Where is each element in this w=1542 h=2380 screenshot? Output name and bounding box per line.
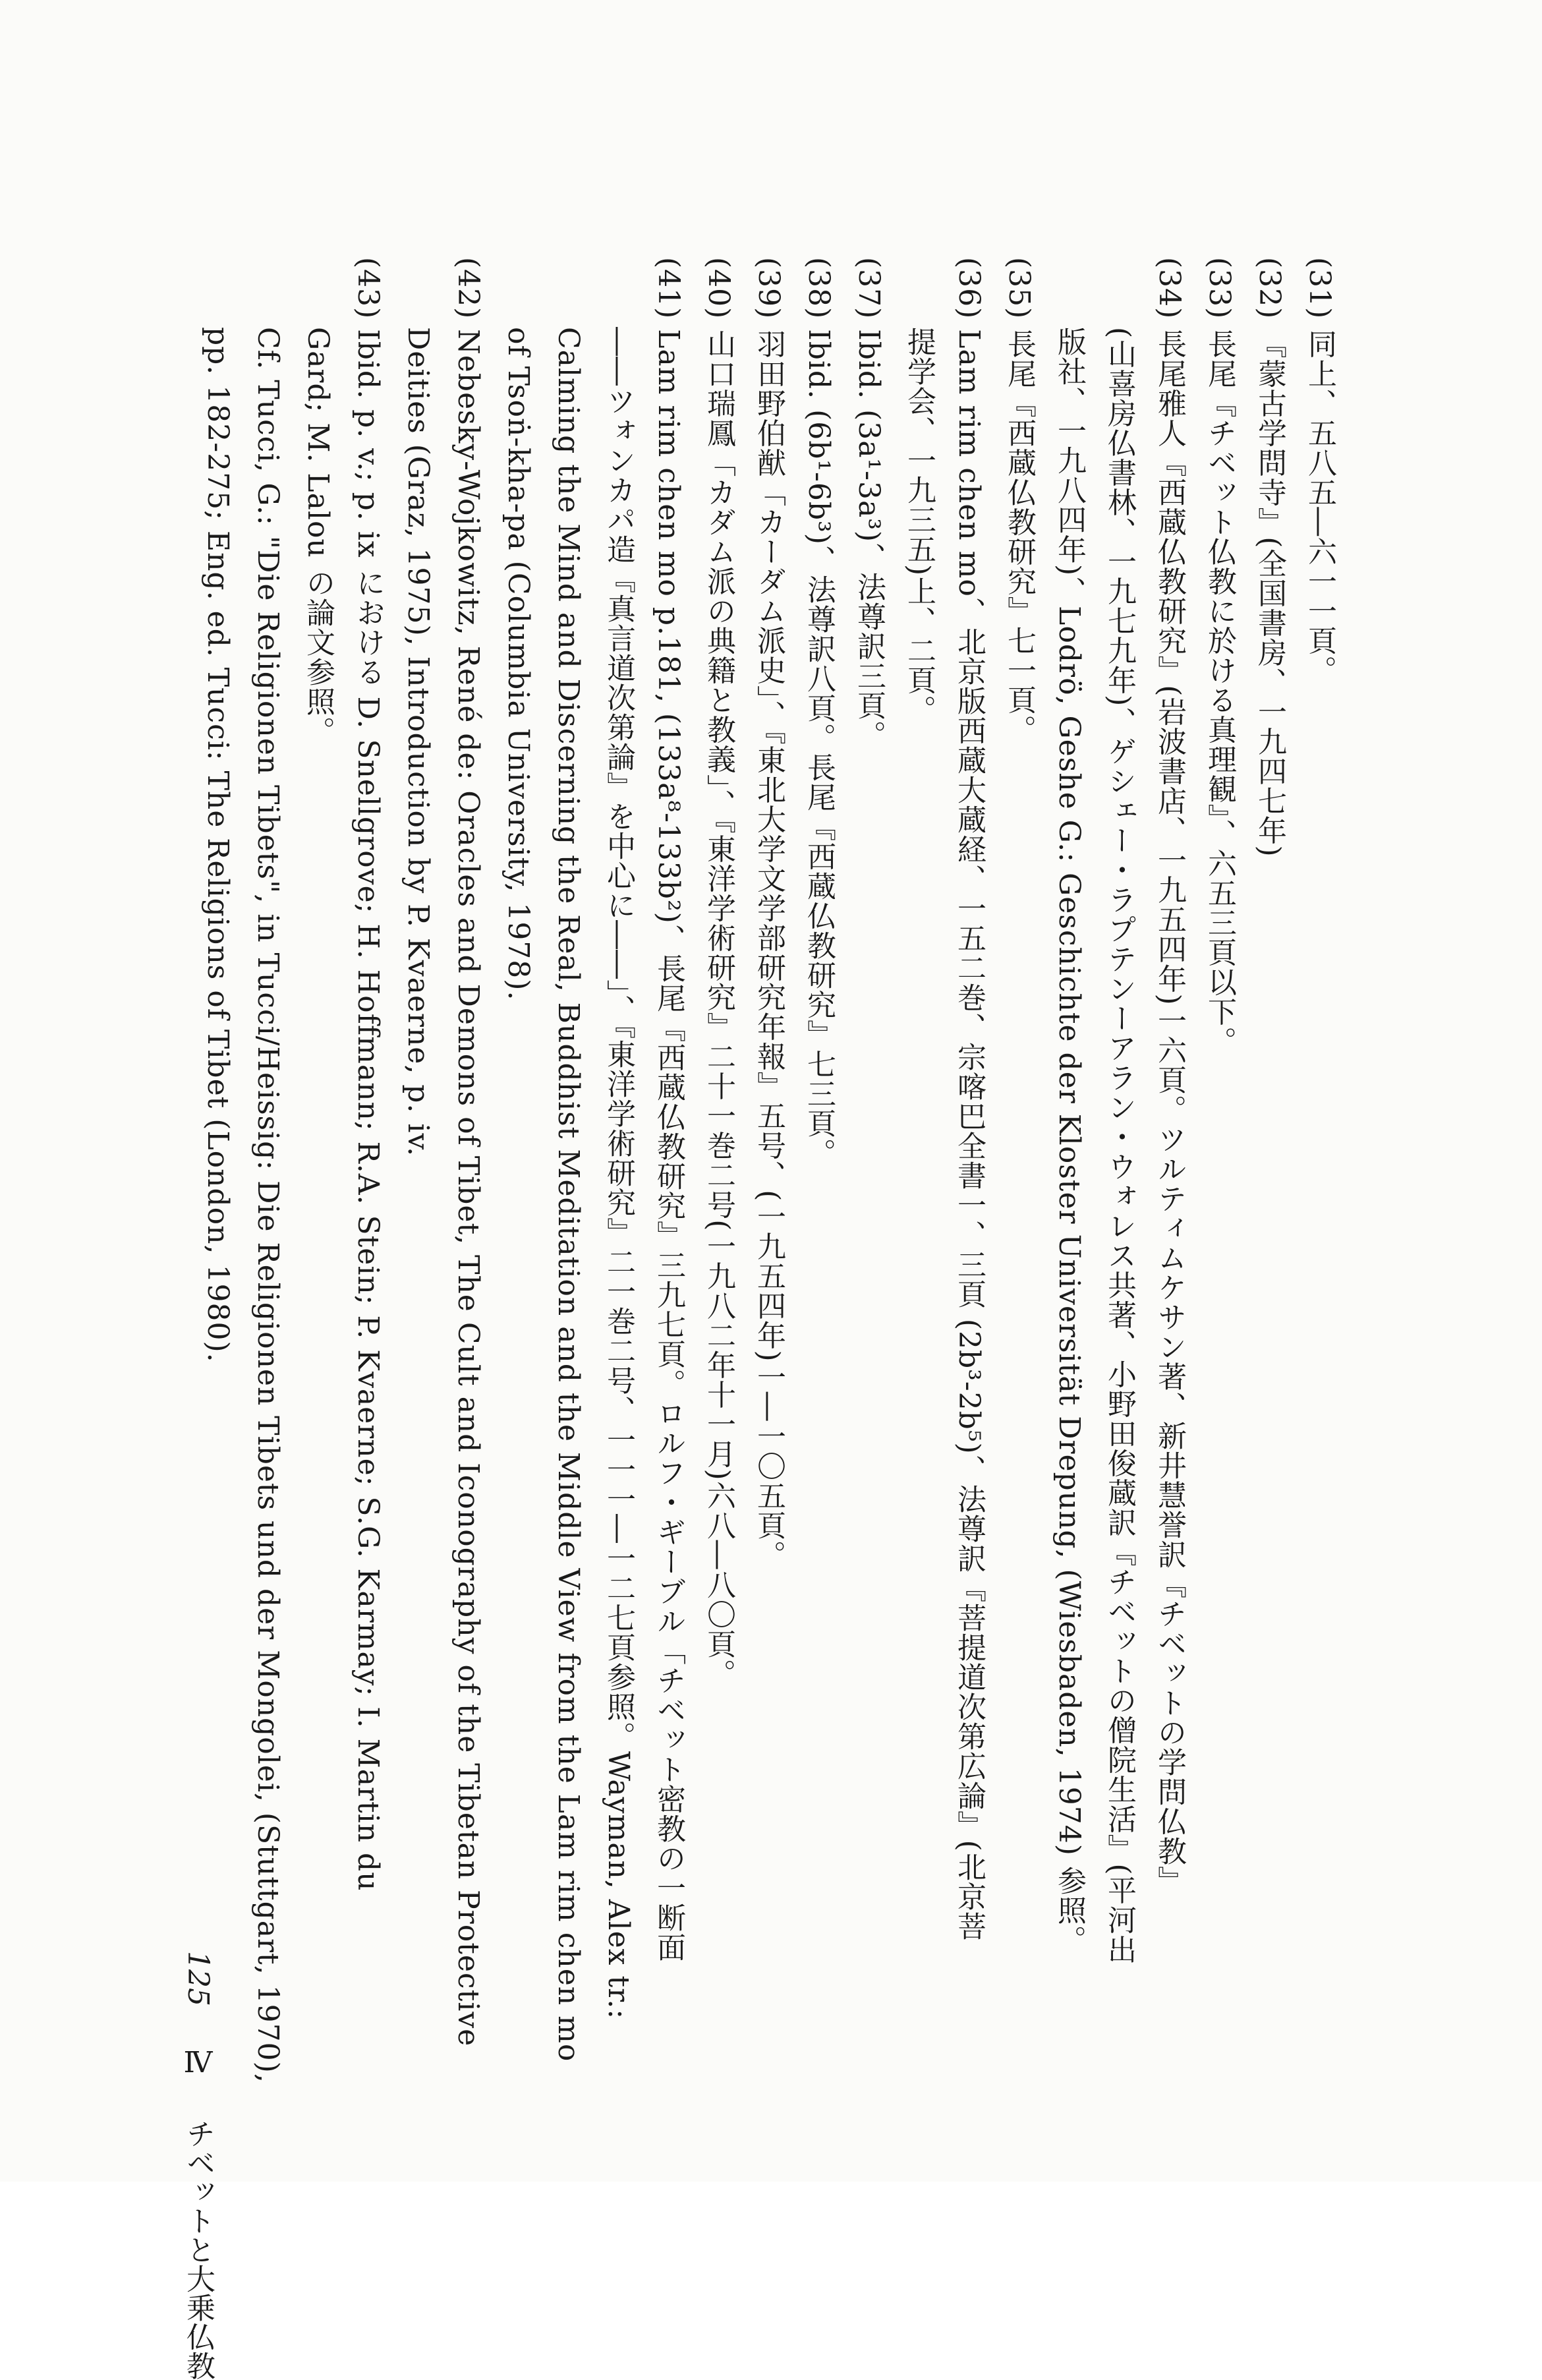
note-43-cont-1: Gard; M. Lalou の論文参照。 bbox=[301, 327, 335, 746]
note-41-cont-2: Calming the Mind and Discerning the Real, Buddhist Meditation and the Middle View from the Lam rim chen mo bbox=[552, 327, 585, 2062]
chapter-number: Ⅳ bbox=[181, 2045, 215, 2079]
note-42: (42) Nebesky-Wojkowitz, René de: Oracles and Demons of Tibet, The Cult and Iconography of the Tibetan Protective bbox=[451, 257, 485, 2047]
note-41: (41) Lam rim chen mo p.181, (133a⁸-133b²)、長尾『西蔵仏教研究』三九七頁。ロルフ・ギーブル「チベット密教の一断面 bbox=[652, 257, 685, 1962]
note-41-cont-1: ――ツォンカパ造『真言道次第論』を中心に――」、『東洋学術研究』二一巻二号、一一一―一二七頁参照。Wayman, Alex tr.: bbox=[602, 327, 635, 2020]
note-41-cont-3: of Tsoṅ-kha-pa (Columbia University, 1978). bbox=[501, 327, 535, 1001]
note-33: (33) 長尾『チベット仏教に於ける真理観』、六五三頁以下。 bbox=[1203, 257, 1236, 1057]
note-40: (40) 山口瑞鳳「カダム派の典籍と教義」、『東洋学術研究』二十一巻二号(一九八二年十一月)六八―八〇頁。 bbox=[702, 257, 735, 1689]
page-number: 125 bbox=[181, 1951, 215, 2006]
note-43: (43) Ibid. p. v.; p. ix における D. Snellgrove; H. Hoffmann; R.A. Stein; P. Kvaerne; S.G. Karmay; I. Martin du bbox=[351, 257, 385, 1892]
note-32: (32) 『蒙古学問寺』(全国書房、一九四七年) bbox=[1253, 257, 1286, 857]
note-34-cont-1: (山喜房仏書林、一九七九年)、ゲシェー・ラプテンーアラン・ウォレス共著、小野田俊蔵訳『チベットの僧院生活』(平河出 bbox=[1102, 327, 1136, 1965]
chapter-title: チベットと大乗仏教 bbox=[181, 2118, 215, 2380]
note-35: (35) 長尾『西蔵仏教研究』七一頁。 bbox=[1002, 257, 1036, 745]
note-43-cont-3: pp. 182-275; Eng. ed. Tucci: The Religions of Tibet (London, 1980). bbox=[201, 327, 235, 1363]
note-39: (39) 羽田野伯猷「カーダム派史」、『東北大学文学部研究年報』五号、(一九五四年)一―一〇五頁。 bbox=[752, 257, 785, 1570]
endnotes-column bbox=[192, 257, 1344, 2155]
note-31: (31) 同上、五八五―六一一頁。 bbox=[1303, 257, 1336, 685]
note-34: (34) 長尾雅人『西蔵仏教研究』(岩波書店、一九五四年)一六頁。ツルティムケサン著、新井慧誉訳『チベットの学問仏教』 bbox=[1153, 257, 1186, 1896]
note-36-cont: 提学会、一九三五)上、二頁。 bbox=[902, 327, 936, 725]
note-43-cont-2: Cf. Tucci, G.: "Die Religionen Tibets", in Tucci/Heissig: Die Religionen Tibets und der Mongolei, (Stuttgart, 1970), bbox=[251, 327, 285, 2083]
note-36: (36) Lam rim chen mo、北京版西蔵大蔵経、一五二巻、宗喀巴全書一、三頁 (2b³-2b⁵)、法尊訳『菩提道次第広論』(北京菩 bbox=[952, 257, 986, 1941]
note-37: (37) Ibid. (3a¹-3a³)、法尊訳三頁。 bbox=[852, 257, 886, 750]
note-34-cont-2: 版社、一九八四年)、Lodrö, Geshe G.: Geschichte der Kloster Universität Drepung, (Wiesbaden, 1974) 参照。 bbox=[1052, 327, 1086, 1955]
page-footer bbox=[178, 1951, 217, 2380]
note-38: (38) Ibid. (6b¹-6b³)、法尊訳八頁。長尾『西蔵仏教研究』七三頁。 bbox=[802, 257, 836, 1168]
note-42-cont: Deities (Graz, 1975), Introduction by P. Kvaerne, p. iv. bbox=[401, 327, 435, 1157]
